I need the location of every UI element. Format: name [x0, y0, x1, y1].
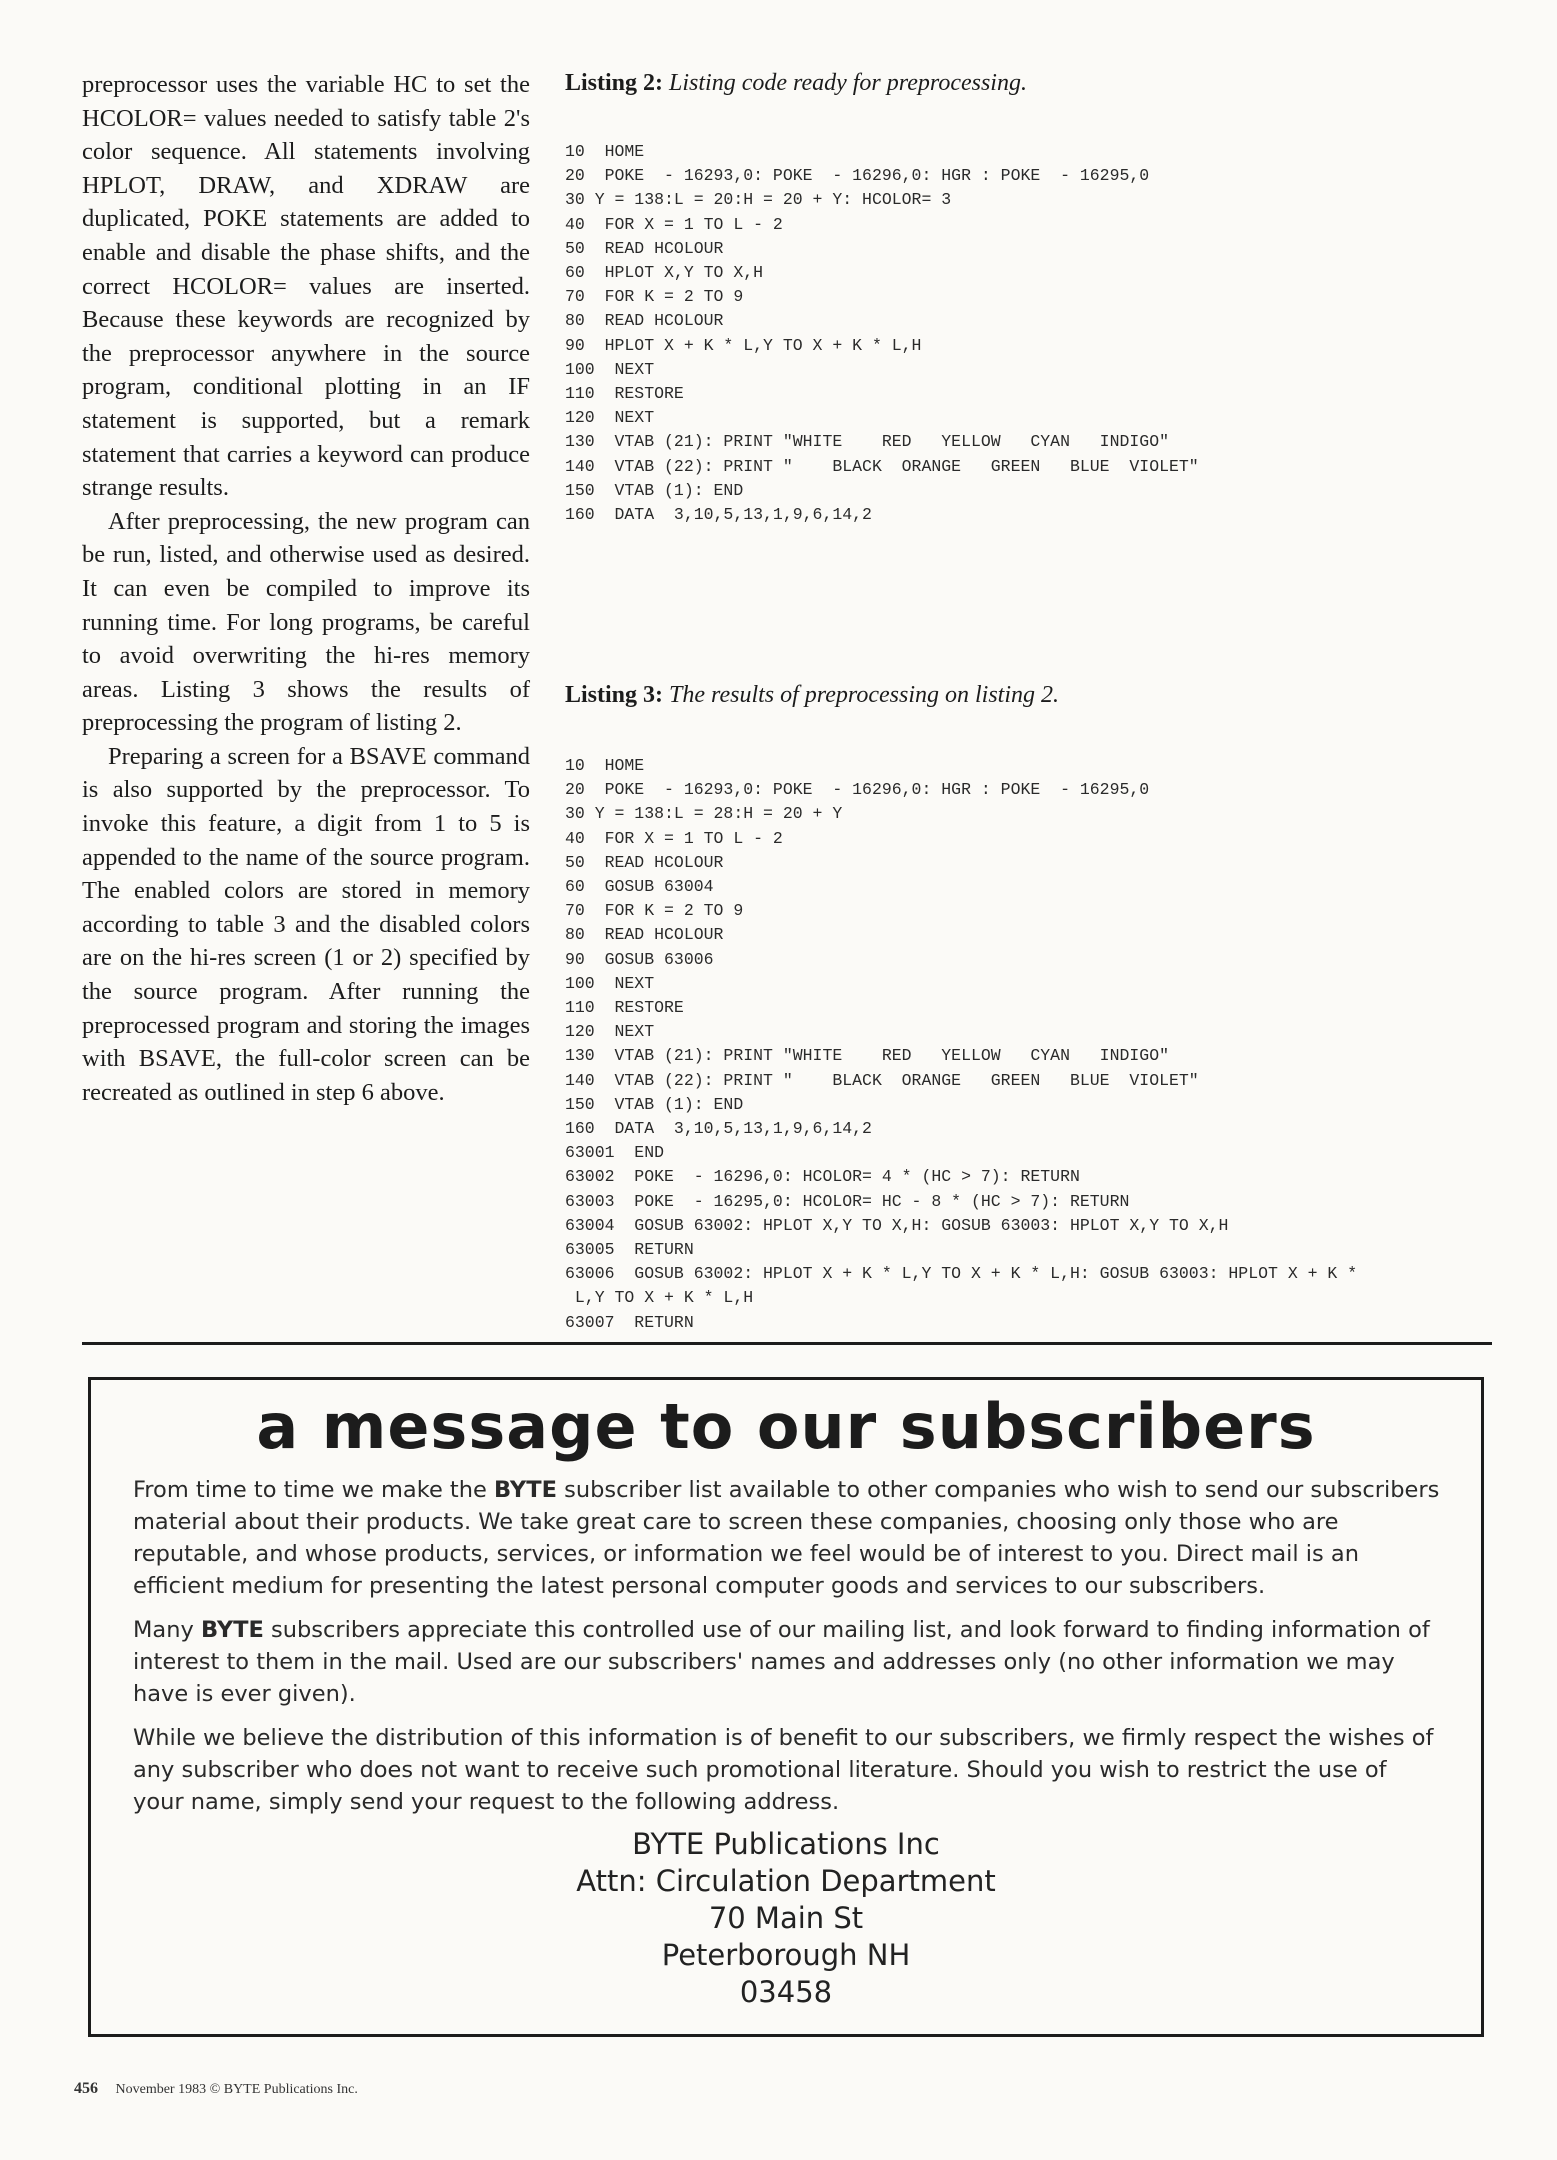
page-footer: [74, 2080, 358, 2098]
byte-name: BYTE: [200, 1617, 264, 1643]
article-paragraph: preprocessor uses the variable HC to set the HCOLOR= values needed to satisfy table 2's color sequence. All statements involving HPLOT, DRAW, and XDRAW are duplicated, POKE statements are added to enable and disable the phase shifts, and the correct HCOLOR= values are inserted. Because these keywords are recognized by the preprocessor anywhere in the source program, conditional plotting in an IF statement is supported, but a remark statement that carries a keyword can produce strange results.: [82, 71, 530, 502]
byte-name: BYTE: [494, 1477, 557, 1503]
listing-2: [565, 68, 1510, 527]
listing-2-label: Listing 2:: [565, 70, 664, 96]
message-title: a message to our subscribers: [256, 1390, 1316, 1463]
listing-2-title: [565, 68, 1510, 98]
listing-3-caption: The results of preprocessing on listing 2.: [669, 682, 1060, 708]
message-paragraph: Many BYTE subscribers appreciate this controlled use of our mailing list, and look forward to finding information of interest to them in the mail. Used are our subscribers' names and addresses only (no other information we may have is ever given).: [133, 1617, 1430, 1707]
section-divider: [82, 1342, 1492, 1345]
address-line: BYTE Publications Inc: [632, 1827, 940, 1861]
listing-3-code: 10 HOME 20 POKE - 16293,0: POKE - 16296,0: HGR : POKE - 16295,0 30 Y = 138:L = 28:H = 20 + Y 40 FOR X = 1 TO L - 2 50 READ HCOLOUR 60 GOSUB 63004 70 FOR K = 2 TO 9 80 READ HCOLOUR 90 GOSUB 63006 100 NEXT 110 RESTORE 120 NEXT 130 VTAB (21): PRINT "WHITE RED YELLOW CYAN INDIGO" 140 VTAB (22): PRINT " BLACK ORANGE GREEN BLUE VIOLET" 150 VTAB (1): END 160 DATA 3,10,5,13,1,9,6,14,2 63001 END 63002 POKE - 16296,0: HCOLOR= 4 * (HC > 7): RETURN 63003 POKE - 16295,0: HCOLOR= HC - 8 * (HC > 7): RETURN 63004 GOSUB 63002: HPLOT X,Y TO X,H: GOSUB 63003: HPLOT X,Y TO X,H 63005 RETURN 63006 GOSUB 63002: HPLOT X + K * L,Y TO X + K * L,H: GOSUB 63003: HPLOT X + K * L,Y TO X + K * L,H 63007 RETURN: [565, 756, 1358, 1332]
subscriber-message-box: [88, 1377, 1484, 2037]
article-paragraph: Preparing a screen for a BSAVE command is also supported by the preprocessor. To invoke this feature, a digit from 1 to 5 is appended to the name of the source program. The enabled colors are stored in memory according to table 3 and the disabled colors are on the hi-res screen (1 or 2) specified by the source program. After running the preprocessed program and storing the images with BSAVE, the full-color screen can be recreated as outlined in step 6 above.: [82, 742, 530, 1106]
message-paragraph: From time to time we make the BYTE subscriber list available to other companies who wish to send our subscribers material about their products. We take great care to screen these companies, choosing only those who are reputable, and whose products, services, or information we feel would be of interest to you. Direct mail is an efficient medium for presenting the latest personal computer goods and services to our subscribers.: [133, 1477, 1440, 1599]
footer-credit: November 1983 © BYTE Publications Inc.: [115, 2082, 358, 2097]
article-body-column: [82, 68, 530, 1109]
listing-2-caption: Listing code ready for preprocessing.: [669, 70, 1027, 96]
listing-3-title: [565, 680, 1510, 710]
message-paragraph: While we believe the distribution of this information is of benefit to our subscribers, we firmly respect the wishes of any subscriber who does not want to receive such promotional literature. Should you wish to restrict the use of your name, simply send your request to the following address.: [133, 1725, 1434, 1815]
address-line: Peterborough NH: [661, 1938, 911, 1972]
page-number: 456: [74, 2080, 98, 2097]
listing-3: [565, 680, 1510, 1335]
address-line: Attn: Circulation Department: [576, 1864, 996, 1898]
listing-3-label: Listing 3:: [565, 682, 664, 708]
mailing-address: [91, 1826, 1481, 2011]
address-line: 70 Main St: [708, 1901, 864, 1935]
address-line: 03458: [739, 1975, 833, 2009]
article-paragraph: After preprocessing, the new program can be run, listed, and otherwise used as desired. It can even be compiled to improve its running time. For long programs, be careful to avoid overwriting the hi-res memory areas. Listing 3 shows the results of preprocessing the program of listing 2.: [82, 507, 530, 737]
listing-2-code: 10 HOME 20 POKE - 16293,0: POKE - 16296,0: HGR : POKE - 16295,0 30 Y = 138:L = 20:H = 20 + Y: HCOLOR= 3 40 FOR X = 1 TO L - 2 50 READ HCOLOUR 60 HPLOT X,Y TO X,H 70 FOR K = 2 TO 9 80 READ HCOLOUR 90 HPLOT X + K * L,Y TO X + K * L,H 100 NEXT 110 RESTORE 120 NEXT 130 VTAB (21): PRINT "WHITE RED YELLOW CYAN INDIGO" 140 VTAB (22): PRINT " BLACK ORANGE GREEN BLUE VIOLET" 150 VTAB (1): END 160 DATA 3,10,5,13,1,9,6,14,2: [565, 142, 1199, 525]
